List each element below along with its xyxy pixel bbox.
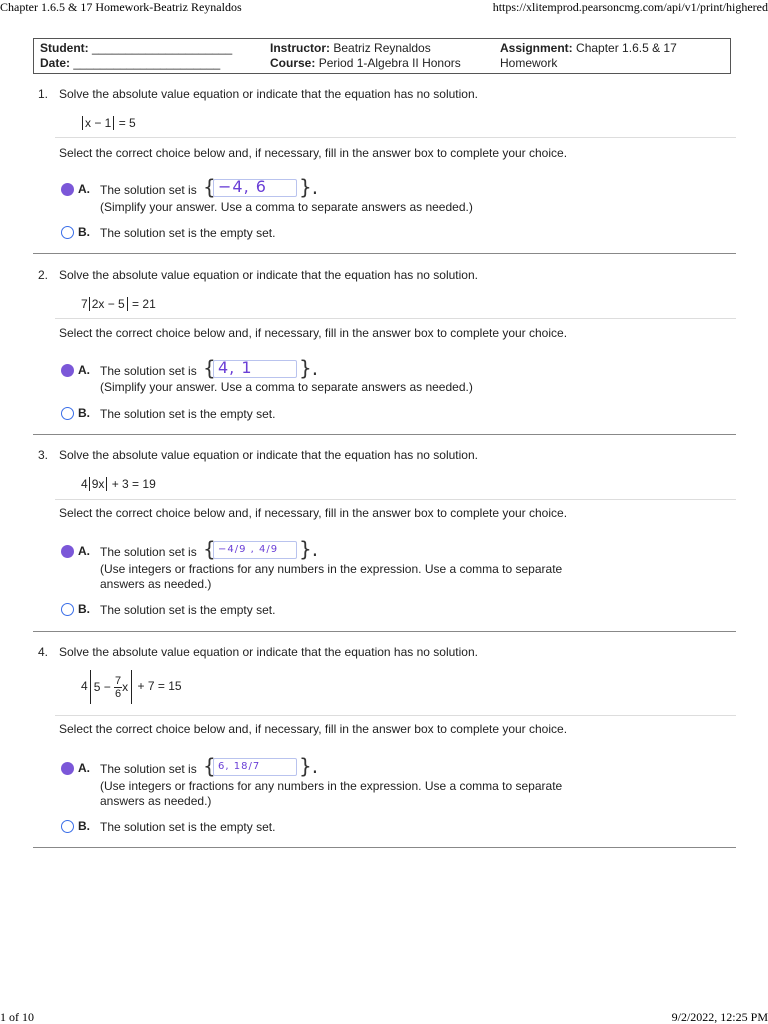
question-divider	[33, 631, 736, 632]
student-date-column	[40, 41, 232, 71]
choice-text: The solution set is	[100, 364, 197, 378]
open-brace: {	[203, 754, 216, 778]
choice-text: The solution set is	[100, 183, 197, 197]
choice-text: The solution set is the empty set.	[100, 603, 276, 617]
choice-letter: B.	[78, 225, 90, 239]
open-brace: {	[203, 356, 216, 380]
question-prompt: Solve the absolute value equation or indicate that the equation has no solution.	[59, 268, 478, 282]
close-brace: }.	[299, 175, 319, 199]
instruction-text: Select the correct choice below and, if necessary, fill in the answer box to complete your choice.	[59, 326, 568, 340]
choice-text: The solution set is the empty set.	[100, 226, 276, 240]
separator	[55, 137, 736, 138]
equation	[81, 297, 156, 311]
answer-hint-line1: (Use integers or fractions for any numbers in the expression. Use a comma to separate	[100, 779, 563, 793]
question-divider	[33, 434, 736, 435]
radio-empty-icon[interactable]	[61, 820, 74, 833]
radio-selected-icon[interactable]	[61, 183, 74, 196]
page-url: https://xlitemprod.pearsoncmg.com/api/v1/print/highered	[492, 0, 768, 14]
handwritten-answer: −4/9 , 4/9	[218, 544, 279, 555]
radio-empty-icon[interactable]	[61, 226, 74, 239]
close-brace: }.	[299, 754, 319, 778]
equation	[81, 116, 136, 130]
radio-empty-icon[interactable]	[61, 603, 74, 616]
handwritten-answer: 4, 1	[218, 358, 253, 377]
equation-coefficient: 4	[81, 477, 88, 491]
choice-letter: A.	[78, 761, 90, 775]
course-value: Period 1-Algebra II Honors	[318, 56, 461, 70]
handwritten-answer: −4, 6	[218, 177, 267, 196]
question-number: 4.	[38, 645, 49, 659]
choice-letter: B.	[78, 406, 90, 420]
close-brace: }.	[299, 537, 319, 561]
radio-empty-icon[interactable]	[61, 407, 74, 420]
instruction-text: Select the correct choice below and, if necessary, fill in the answer box to complete your choice.	[59, 146, 568, 160]
assignment-label: Assignment:	[500, 41, 573, 55]
inside-variable: x	[122, 680, 129, 694]
question-number: 2.	[38, 268, 49, 282]
absolute-value-expression: 2x − 5	[89, 297, 128, 311]
equation-coefficient: 4	[81, 679, 88, 694]
print-datetime: 9/2/2022, 12:25 PM	[671, 1010, 768, 1024]
course-label: Course:	[270, 56, 316, 70]
answer-hint-line2: answers as needed.)	[100, 577, 212, 591]
date-label: Date:	[40, 56, 71, 70]
student-label: Student:	[40, 41, 89, 55]
choice-letter: A.	[78, 363, 90, 377]
choice-letter: B.	[78, 602, 90, 616]
absolute-value-expression: x − 1	[82, 116, 114, 130]
choice-text: The solution set is	[100, 545, 197, 559]
assignment-column	[500, 41, 677, 71]
close-brace: }.	[299, 356, 319, 380]
assignment-info-box	[33, 38, 731, 74]
equation	[81, 670, 182, 704]
answer-hint-line2: answers as needed.)	[100, 794, 212, 808]
radio-selected-icon[interactable]	[61, 762, 74, 775]
answer-hint: (Simplify your answer. Use a comma to separate answers as needed.)	[100, 200, 473, 214]
choice-letter: B.	[78, 819, 90, 833]
answer-box[interactable]	[213, 179, 297, 197]
open-brace: {	[203, 175, 216, 199]
assignment-value-line2: Homework	[500, 56, 558, 70]
instructor-course-column	[270, 41, 461, 71]
instruction-text: Select the correct choice below and, if necessary, fill in the answer box to complete your choice.	[59, 722, 568, 736]
question-number: 3.	[38, 448, 49, 462]
assignment-value: Chapter 1.6.5 & 17	[576, 41, 677, 55]
answer-hint: (Simplify your answer. Use a comma to separate answers as needed.)	[100, 380, 473, 394]
answer-box[interactable]	[213, 541, 297, 559]
answer-box[interactable]	[213, 758, 297, 776]
question-divider	[33, 847, 736, 848]
instruction-text: Select the correct choice below and, if necessary, fill in the answer box to complete your choice.	[59, 506, 568, 520]
absolute-value-expression: 9x	[89, 477, 108, 491]
answer-hint-line1: (Use integers or fractions for any numbers in the expression. Use a comma to separate	[100, 562, 563, 576]
print-header	[0, 0, 768, 16]
choice-text: The solution set is the empty set.	[100, 407, 276, 421]
page-counter: 1 of 10	[0, 1010, 34, 1024]
choice-letter: A.	[78, 182, 90, 196]
question-prompt: Solve the absolute value equation or indicate that the equation has no solution.	[59, 645, 478, 659]
question-prompt: Solve the absolute value equation or indicate that the equation has no solution.	[59, 87, 478, 101]
equation-rhs: + 7 = 15	[134, 679, 182, 694]
separator	[55, 715, 736, 716]
absolute-value-expression	[90, 670, 132, 704]
radio-selected-icon[interactable]	[61, 545, 74, 558]
choice-text: The solution set is	[100, 762, 197, 776]
equation	[81, 477, 156, 491]
fraction-numerator: 7	[115, 675, 122, 688]
inside-constant: 5 −	[93, 680, 111, 694]
fraction-denominator: 6	[115, 688, 122, 701]
open-brace: {	[203, 537, 216, 561]
instructor-value: Beatriz Reynaldos	[333, 41, 431, 55]
equation-rhs: + 3 = 19	[108, 477, 156, 491]
document-title: Chapter 1.6.5 & 17 Homework-Beatriz Reynaldos	[0, 0, 242, 14]
instructor-label: Instructor:	[270, 41, 330, 55]
handwritten-answer: 6, 18/7	[218, 761, 261, 772]
question-divider	[33, 253, 736, 254]
answer-box[interactable]	[213, 360, 297, 378]
date-blank: ______________________	[73, 56, 221, 70]
question-prompt: Solve the absolute value equation or indicate that the equation has no solution.	[59, 448, 478, 462]
separator	[55, 499, 736, 500]
student-blank: _____________________	[92, 41, 233, 55]
equation-rhs: = 21	[128, 297, 156, 311]
separator	[55, 318, 736, 319]
choice-letter: A.	[78, 544, 90, 558]
equation-rhs: = 5	[115, 116, 136, 130]
choice-text: The solution set is the empty set.	[100, 820, 276, 834]
fraction	[114, 675, 122, 700]
question-number: 1.	[38, 87, 49, 101]
radio-selected-icon[interactable]	[61, 364, 74, 377]
equation-coefficient: 7	[81, 297, 88, 311]
